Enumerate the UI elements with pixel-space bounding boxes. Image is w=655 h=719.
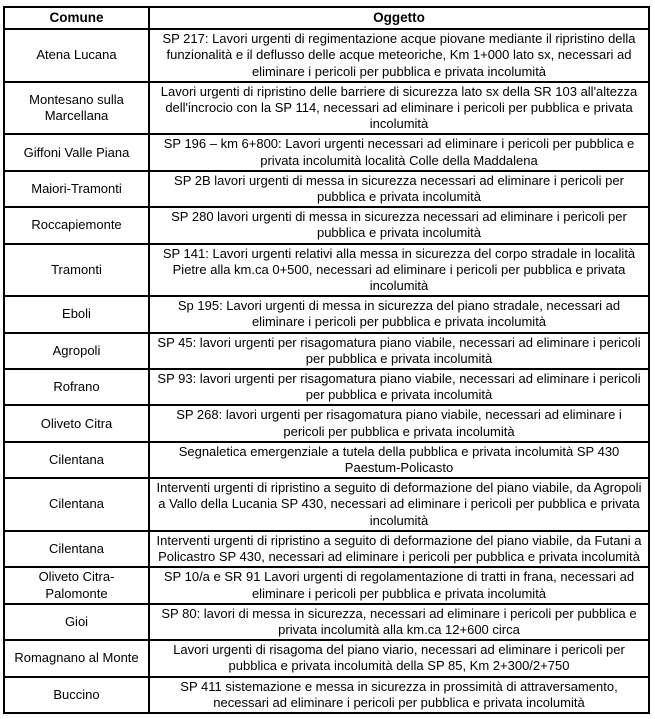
oggetto-cell: Sp 195: Lavori urgenti di messa in sicurezza del piano stradale, necessari ad eliminare i pericoli per pubblica e privata incolumità <box>149 296 649 332</box>
comune-cell: Rofrano <box>4 369 149 405</box>
table-row <box>4 29 649 82</box>
table-row <box>4 171 649 207</box>
column-header-oggetto: Oggetto <box>149 7 649 29</box>
comune-cell: Roccapiemonte <box>4 207 149 243</box>
oggetto-cell: SP 196 – km 6+800: Lavori urgenti necessari ad eliminare i pericoli per pubblica e privata incolumità località Colle della Maddalena <box>149 134 649 170</box>
oggetto-cell: SP 80: lavori di messa in sicurezza, necessari ad eliminare i pericoli per pubblica e privata incolumità alla km.ca 12+600 circa <box>149 604 649 640</box>
oggetto-cell: SP 411 sistemazione e messa in sicurezza in prossimità di attraversamento, necessari ad eliminare i pericoli per pubblica e privata incolumità <box>149 677 649 713</box>
oggetto-cell: Interventi urgenti di ripristino a seguito di deformazione del piano viabile, da Futani a Policastro SP 430, necessari ad eliminare i pericoli per pubblica e privata incolumità <box>149 531 649 567</box>
table-row <box>4 134 649 170</box>
table-row <box>4 567 649 603</box>
comune-cell: Tramonti <box>4 244 149 297</box>
comune-cell: Atena Lucana <box>4 29 149 82</box>
table-body <box>4 29 649 713</box>
comune-cell: Giffoni Valle Piana <box>4 134 149 170</box>
table-row <box>4 478 649 531</box>
comune-cell: Cilentana <box>4 531 149 567</box>
table-row <box>4 369 649 405</box>
header-row <box>4 7 649 29</box>
table-row <box>4 604 649 640</box>
oggetto-cell: Lavori urgenti di ripristino delle barriere di sicurezza lato sx della SR 103 all'altezza dell'incrocio con la SP 114, necessari ad eliminare i pericoli per pubblica e privata incolumità <box>149 82 649 135</box>
oggetto-cell: SP 141: Lavori urgenti relativi alla messa in sicurezza del corpo stradale in località Pietre alla km.ca 0+500, necessari ad eliminare i pericoli per pubblica e privata incolumità <box>149 244 649 297</box>
oggetto-cell: Segnaletica emergenziale a tutela della pubblica e privata incolumità SP 430 Paestum-Policasto <box>149 442 649 478</box>
table-row <box>4 82 649 135</box>
table-row <box>4 244 649 297</box>
oggetto-cell: SP 93: lavori urgenti per risagomatura piano viabile, necessari ad eliminare i pericoli per pubblica e privata incolumità <box>149 369 649 405</box>
oggetto-cell: Lavori urgenti di risagoma del piano viario, necessari ad eliminare i pericoli per pubblica e privata incolumità della SP 85, Km 2+300/2+750 <box>149 640 649 676</box>
oggetto-cell: SP 280 lavori urgenti di messa in sicurezza necessari ad eliminare i pericoli per pubblica e privata incolumità <box>149 207 649 243</box>
comune-cell: Gioi <box>4 604 149 640</box>
comune-cell: Eboli <box>4 296 149 332</box>
comune-cell: Oliveto Citra-Palomonte <box>4 567 149 603</box>
comune-cell: Maiori-Tramonti <box>4 171 149 207</box>
comune-cell: Cilentana <box>4 478 149 531</box>
oggetto-cell: SP 268: lavori urgenti per risagomatura piano viabile, necessari ad eliminare i pericoli per pubblica e privata incolumità <box>149 405 649 441</box>
column-header-comune: Comune <box>4 7 149 29</box>
oggetto-cell: Interventi urgenti di ripristino a seguito di deformazione del piano viabile, da Agropoli a Vallo della Lucania SP 430, necessari ad eliminare i pericoli per pubblica e privata incolumità <box>149 478 649 531</box>
table-row <box>4 677 649 713</box>
table-row <box>4 405 649 441</box>
oggetto-cell: SP 10/a e SR 91 Lavori urgenti di regolamentazione di tratti in frana, necessari ad eliminare i pericoli per pubblica e privata incolumità <box>149 567 649 603</box>
comune-cell: Buccino <box>4 677 149 713</box>
oggetto-cell: SP 45: lavori urgenti per risagomatura piano viabile, necessari ad eliminare i pericoli per pubblica e privata incolumità <box>149 333 649 369</box>
table-row <box>4 333 649 369</box>
table-row <box>4 442 649 478</box>
comune-cell: Agropoli <box>4 333 149 369</box>
comune-cell: Cilentana <box>4 442 149 478</box>
oggetto-cell: SP 2B lavori urgenti di messa in sicurezza necessari ad eliminare i pericoli per pubblica e privata incolumità <box>149 171 649 207</box>
table-row <box>4 531 649 567</box>
table-row <box>4 640 649 676</box>
road-works-table <box>3 6 650 714</box>
oggetto-cell: SP 217: Lavori urgenti di regimentazione acque piovane mediante il ripristino della funzionalità e il deflusso delle acque meteoriche, Km 1+000 lato sx, necessari ad eliminare i pericoli per pubblica e privata incolumità <box>149 29 649 82</box>
comune-cell: Montesano sulla Marcellana <box>4 82 149 135</box>
table-row <box>4 207 649 243</box>
comune-cell: Romagnano al Monte <box>4 640 149 676</box>
table-row <box>4 296 649 332</box>
comune-cell: Oliveto Citra <box>4 405 149 441</box>
